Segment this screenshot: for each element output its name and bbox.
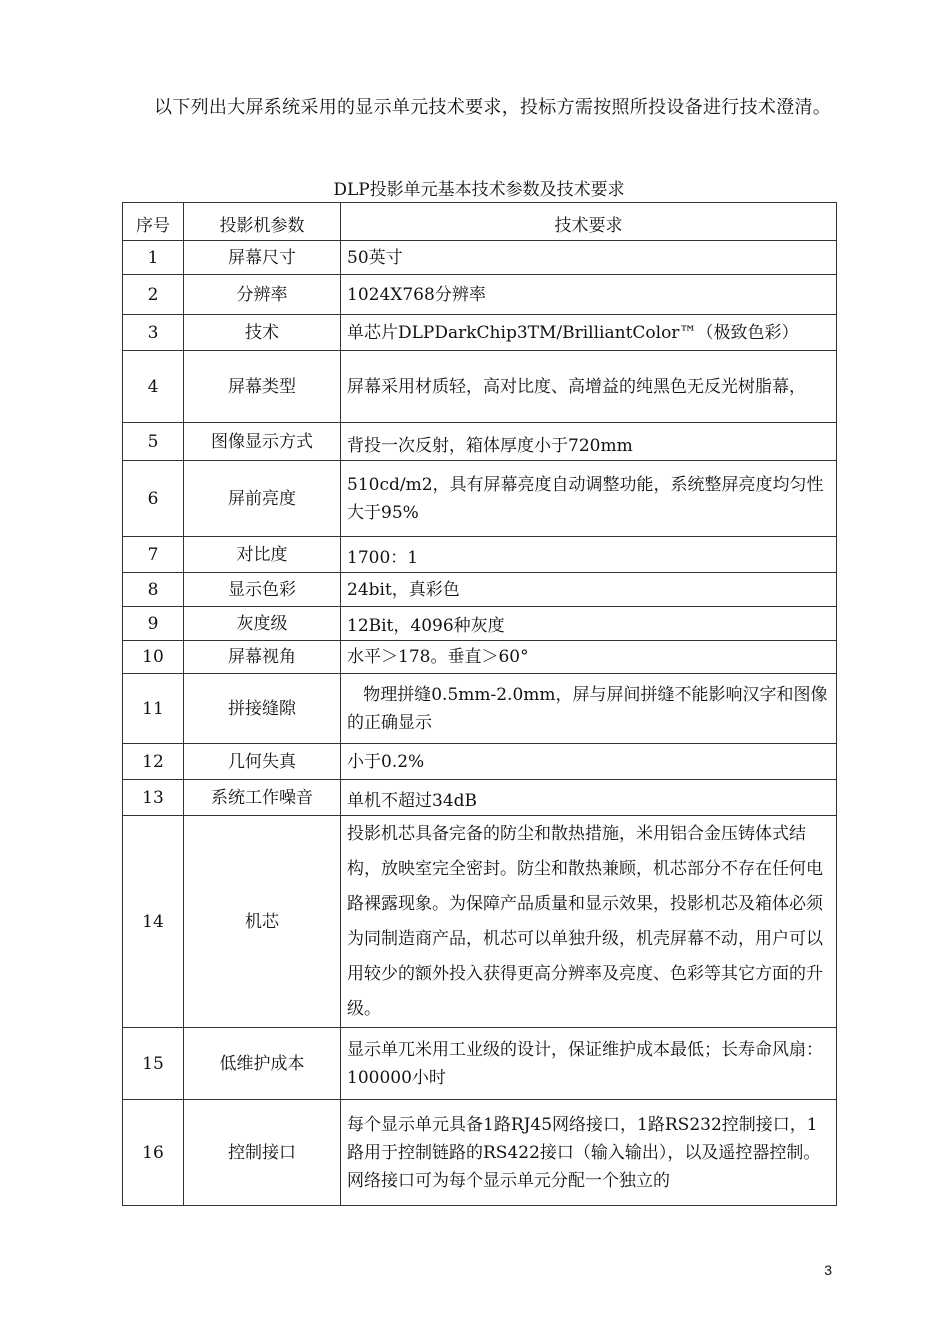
row-num: 2: [123, 275, 184, 315]
row-req: 物理拼缝0.5mm-2.0mm，屏与屏间拼缝不能影响汉字和图像的正确显示: [341, 674, 837, 744]
table-row: [123, 1028, 837, 1100]
table-row: [123, 351, 837, 423]
table-row: [123, 461, 837, 537]
table-row: [123, 780, 837, 816]
table-row: [123, 1100, 837, 1206]
table-row: [123, 674, 837, 744]
row-param: 机芯: [184, 816, 341, 1028]
row-num: 13: [123, 780, 184, 816]
header-req: 技术要求: [341, 203, 837, 241]
row-param: 显示色彩: [184, 573, 341, 607]
row-req: 背投一次反射，箱体厚度小于720mm: [341, 423, 837, 461]
intro-paragraph: 以下列出大屏系统采用的显示单元技术要求，投标方需按照所投设备进行技术澄清。: [154, 97, 832, 118]
row-req: 水平＞178。垂直＞60°: [341, 641, 837, 674]
row-param: 技术: [184, 315, 341, 351]
row-param: 屏前亮度: [184, 461, 341, 537]
row-req: 小于0.2%: [341, 744, 837, 780]
row-param: 屏幕类型: [184, 351, 341, 423]
row-param: 灰度级: [184, 607, 341, 641]
row-param: 低维护成本: [184, 1028, 341, 1100]
table-row: [123, 573, 837, 607]
row-num: 11: [123, 674, 184, 744]
row-req: 1024X768分辨率: [341, 275, 837, 315]
row-param: 分辨率: [184, 275, 341, 315]
row-req: 单机不超过34dB: [341, 780, 837, 816]
row-req: 投影机芯具备完备的防尘和散热措施，米用铝合金压铸体式结构，放映室完全密封。防尘和散热兼顾，机芯部分不存在任何电路裸露现象。为保障产品质量和显示效果，投影机芯及箱体必须为同制造商产品，机芯可以单独升级，机壳屏幕不动，用户可以用较少的额外投入获得更高分辨率及亮度、色彩等其它方面的升级。: [341, 816, 837, 1028]
header-param: 投影机参数: [184, 203, 341, 241]
row-req: 单芯片DLPDarkChip3TM/BrilliantColor™（极致色彩）: [341, 315, 837, 351]
table-caption: DLP投影单元基本技术参数及技术要求: [333, 180, 625, 200]
row-req: 510cd/m2，具有屏幕亮度自动调整功能，系统整屏亮度均匀性大于95%: [341, 461, 837, 537]
row-param: 屏幕视角: [184, 641, 341, 674]
row-num: 1: [123, 241, 184, 275]
row-req: 12Bit，4096种灰度: [341, 607, 837, 641]
row-param: 系统工作噪音: [184, 780, 341, 816]
table-row: [123, 315, 837, 351]
table-row: [123, 275, 837, 315]
table-row: [123, 537, 837, 573]
row-req: 每个显示单元具备1路RJ45网络接口，1路RS232控制接口，1路用于控制链路的RS422接口（输入输出），以及遥控器控制。网络接口可为每个显示单元分配一个独立的: [341, 1100, 837, 1206]
row-num: 8: [123, 573, 184, 607]
table-row: [123, 816, 837, 1028]
row-param: 对比度: [184, 537, 341, 573]
table-row: [123, 607, 837, 641]
page-number: 3: [824, 1262, 832, 1278]
spec-table: [122, 202, 837, 1206]
row-req: 显示单兀米用工业级的设计，保证维护成本最低；长寿命风扇：100000小时: [341, 1028, 837, 1100]
row-num: 15: [123, 1028, 184, 1100]
row-num: 16: [123, 1100, 184, 1206]
row-param: 几何失真: [184, 744, 341, 780]
row-param: 控制接口: [184, 1100, 341, 1206]
table-row: [123, 641, 837, 674]
table-row: [123, 744, 837, 780]
row-num: 12: [123, 744, 184, 780]
row-num: 14: [123, 816, 184, 1028]
row-num: 9: [123, 607, 184, 641]
row-num: 3: [123, 315, 184, 351]
row-req: 24bit，真彩色: [341, 573, 837, 607]
row-num: 5: [123, 423, 184, 461]
row-num: 4: [123, 351, 184, 423]
row-req: 1700：1: [341, 537, 837, 573]
row-num: 7: [123, 537, 184, 573]
row-num: 6: [123, 461, 184, 537]
table-row: [123, 241, 837, 275]
header-num: 序号: [123, 203, 184, 241]
table-row: [123, 423, 837, 461]
row-req: 屏幕采用材质轻，高对比度、高增益的纯黑色无反光树脂幕，: [341, 351, 837, 423]
row-param: 屏幕尺寸: [184, 241, 341, 275]
row-req: 50英寸: [341, 241, 837, 275]
row-num: 10: [123, 641, 184, 674]
row-param: 拼接缝隙: [184, 674, 341, 744]
table-header-row: [123, 203, 837, 241]
row-param: 图像显示方式: [184, 423, 341, 461]
